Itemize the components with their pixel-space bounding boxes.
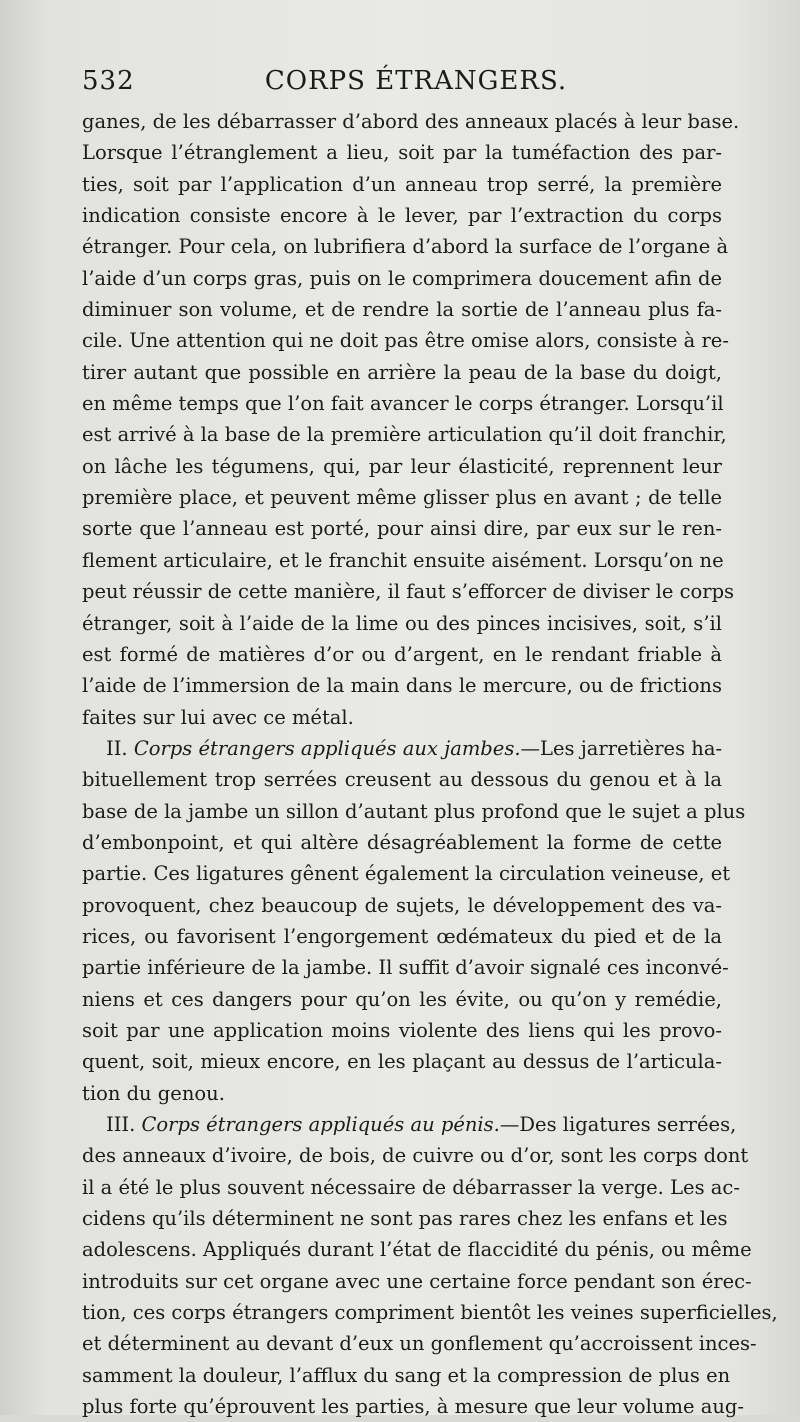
line-text: plus forte qu’éprouvent les parties, à mesure que leur volume aug- xyxy=(82,1395,744,1419)
text-line xyxy=(82,952,729,983)
line-text: des anneaux d’ivoire, de bois, de cuivre ou d’or, sont les corps dont xyxy=(82,1144,749,1168)
line-text: est formé de matières d’or ou d’argent, en le rendant friable à xyxy=(82,642,722,666)
text-line xyxy=(82,796,746,827)
text-line xyxy=(82,1234,752,1265)
text-line xyxy=(82,231,729,262)
text-line xyxy=(82,1266,752,1297)
text-line xyxy=(82,1203,728,1234)
text-line xyxy=(82,608,722,639)
line-text: l’aide de l’immersion de la main dans le mercure, ou de frictions xyxy=(82,674,722,698)
text-line xyxy=(82,1360,731,1391)
line-text: base de la jambe un sillon d’autant plus profond que le sujet a plus xyxy=(82,799,746,823)
text-line xyxy=(82,858,731,889)
line-text: tion du genou. xyxy=(82,1081,225,1105)
line-text: l’aide d’un corps gras, puis on le comprimera doucement afin de xyxy=(82,266,722,290)
running-title: CORPS ÉTRANGERS. xyxy=(264,66,568,96)
section-heading: Corps étrangers appliqués au pénis. xyxy=(141,1113,500,1136)
text-line xyxy=(82,984,722,1015)
line-text: —Les jarretières ha- xyxy=(520,736,723,760)
section-heading: Corps étrangers appliqués aux jambes. xyxy=(133,736,521,760)
page-number: 532 xyxy=(82,66,135,96)
line-text: —Des ligatures serrées, xyxy=(499,1113,737,1136)
text-line xyxy=(82,921,722,952)
section-number: III. xyxy=(106,1113,142,1136)
text-line xyxy=(82,263,722,294)
line-text: niens et ces dangers pour qu’on les évite, ou qu’on y remédie, xyxy=(82,987,722,1011)
text-line xyxy=(82,545,722,576)
line-text: bituellement trop serrées creusent au dessous du genou et à la xyxy=(82,768,722,792)
line-text: soit par une application moins violente des liens qui les provo- xyxy=(82,1018,722,1042)
text-line xyxy=(82,388,722,419)
line-text: introduits sur cet organe avec une certaine force pendant son érec- xyxy=(82,1269,752,1293)
line-text: et déterminent au devant d’eux un gonflement qu’accroissent inces- xyxy=(82,1332,757,1356)
line-text: étranger, soit à l’aide de la lime ou des pinces incisives, soit, s’il xyxy=(82,611,722,635)
text-line xyxy=(82,482,722,513)
line-text: est arrivé à la base de la première articulation qu’il doit franchir, xyxy=(82,423,727,447)
line-text: tion, ces corps étrangers compriment bientôt les veines superficielles, xyxy=(82,1301,778,1325)
line-text: ties, soit par l’application d’un anneau trop serré, la première xyxy=(82,172,722,196)
text-line xyxy=(82,827,722,858)
text-line xyxy=(82,764,722,795)
line-text: flement articulaire, et le franchit ensuite aisément. Lorsqu’on ne xyxy=(82,548,724,572)
line-text: quent, soit, mieux encore, en les plaçant au dessus de l’articula- xyxy=(82,1050,722,1074)
text-line xyxy=(82,137,722,168)
page-header xyxy=(82,66,750,106)
text-line xyxy=(82,451,722,482)
body-text xyxy=(82,106,778,1422)
line-text: on lâche les tégumens, qui, par leur élasticité, reprennent leur xyxy=(82,454,722,478)
line-text: il a été le plus souvent nécessaire de débarrasser la verge. Les ac- xyxy=(82,1175,740,1199)
text-line xyxy=(82,1297,778,1328)
text-line xyxy=(82,357,722,388)
line-text: rices, ou favorisent l’engorgement œdémateux du pied et de la xyxy=(82,924,722,948)
line-text: indication consiste encore à le lever, par l’extraction du corps xyxy=(82,204,722,228)
text-line xyxy=(82,1109,737,1140)
line-text: ganes, de les débarrasser d’abord des anneaux placés à leur base. xyxy=(82,110,740,133)
text-line xyxy=(82,702,722,733)
line-text: cile. Une attention qui ne doit pas être omise alors, consiste à re- xyxy=(82,329,729,353)
text-line xyxy=(82,200,722,231)
line-text: partie inférieure de la jambe. Il suffit d’avoir signalé ces inconvé- xyxy=(82,956,729,980)
line-text: cidens qu’ils déterminent ne sont pas rares chez les enfans et les xyxy=(82,1207,728,1231)
text-line xyxy=(82,733,722,764)
line-text: d’embonpoint, et qui altère désagréablement la forme de cette xyxy=(82,830,722,854)
line-text: adolescens. Appliqués durant l’état de flaccidité du pénis, ou même xyxy=(82,1238,752,1262)
text-line xyxy=(82,576,735,607)
line-text: Lorsque l’étranglement a lieu, soit par la tuméfaction des par- xyxy=(82,141,722,165)
line-text: tirer autant que possible en arrière la peau de la base du doigt, xyxy=(82,360,722,384)
line-text: partie. Ces ligatures gênent également la circulation veineuse, et xyxy=(82,862,731,886)
text-line xyxy=(82,419,727,450)
line-text: étranger. Pour cela, on lubrifiera d’abord la surface de l’organe à xyxy=(82,235,729,259)
text-line xyxy=(82,294,722,325)
text-line xyxy=(82,1078,722,1109)
line-text: peut réussir de cette manière, il faut s’efforcer de diviser le corps xyxy=(82,580,735,604)
line-text: sorte que l’anneau est porté, pour ainsi dire, par eux sur le ren- xyxy=(82,517,722,541)
line-text: provoquent, chez beaucoup de sujets, le développement des va- xyxy=(82,893,722,917)
text-line xyxy=(82,169,722,200)
line-text: diminuer son volume, et de rendre la sortie de l’anneau plus fa- xyxy=(82,298,722,322)
text-line xyxy=(82,325,729,356)
text-line xyxy=(82,1046,722,1077)
line-text: samment la douleur, l’afflux du sang et la compression de plus en xyxy=(82,1363,731,1387)
text-line xyxy=(82,1391,744,1422)
text-line xyxy=(82,890,722,921)
line-text: faites sur lui avec ce métal. xyxy=(82,705,354,729)
line-text: en même temps que l’on fait avancer le corps étranger. Lorsqu’il xyxy=(82,392,724,416)
text-line xyxy=(82,670,722,701)
text-line xyxy=(82,513,722,544)
text-line xyxy=(82,639,722,670)
text-line xyxy=(82,1140,749,1171)
line-text: première place, et peuvent même glisser plus en avant ; de telle xyxy=(82,486,722,510)
section-number: II. xyxy=(106,736,134,760)
text-line xyxy=(82,1172,740,1203)
text-line xyxy=(82,1328,757,1359)
text-line xyxy=(82,106,740,137)
text-line xyxy=(82,1015,722,1046)
